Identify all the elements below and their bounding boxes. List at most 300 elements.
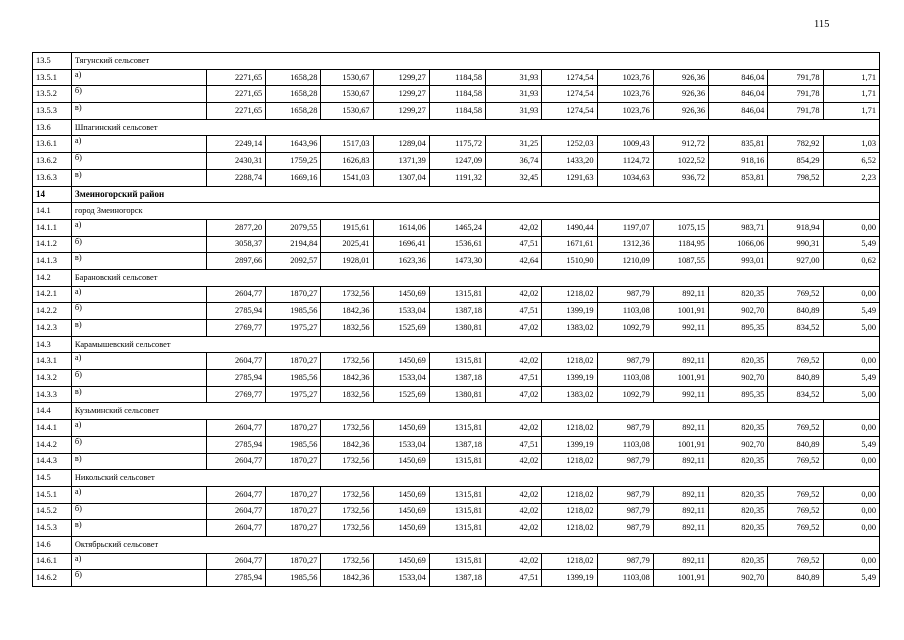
value-cell: 835,81 [709,136,768,153]
value-cell: 1450,69 [373,520,429,537]
value-cell: 1312,36 [597,236,653,253]
value-cell: 820,35 [709,486,768,503]
value-cell: 820,35 [709,520,768,537]
section-header-row [33,203,880,220]
value-cell: 1291,63 [542,169,597,186]
section-code: 14.6 [33,536,72,553]
value-cell: 2288,74 [206,169,265,186]
value-cell: 1210,09 [597,253,653,270]
value-cell: 1307,04 [373,169,429,186]
value-cell: 912,72 [653,136,708,153]
row-subcategory: а) [71,69,206,86]
district-row [33,186,880,203]
value-cell: 1450,69 [373,420,429,437]
value-cell: 1530,67 [321,69,373,86]
value-cell: 1087,55 [653,253,708,270]
row-code: 14.5.2 [33,503,72,520]
row-code: 14.2.3 [33,320,72,337]
value-cell: 1399,19 [542,370,597,387]
value-cell: 1643,96 [266,136,321,153]
value-cell: 5,49 [823,236,879,253]
value-cell: 1092,79 [597,320,653,337]
value-cell: 1525,69 [373,386,429,403]
value-cell: 1870,27 [266,453,321,470]
section-name: Никольский сельсовет [71,470,879,487]
value-cell: 1289,04 [373,136,429,153]
value-cell: 1191,32 [429,169,485,186]
value-cell: 1034,63 [597,169,653,186]
value-cell: 1315,81 [429,286,485,303]
value-cell: 5,00 [823,320,879,337]
value-cell: 1218,02 [542,503,597,520]
value-cell: 990,31 [768,236,823,253]
value-cell: 1387,18 [429,570,485,587]
value-cell: 1732,56 [321,286,373,303]
row-subcategory: б) [71,86,206,103]
value-cell: 1732,56 [321,486,373,503]
value-cell: 0,00 [823,503,879,520]
value-cell: 1299,27 [373,103,429,120]
table-row [33,103,880,120]
row-code: 14.6.2 [33,570,72,587]
row-code: 14.1.3 [33,253,72,270]
value-cell: 2785,94 [206,303,265,320]
row-code: 13.6.1 [33,136,72,153]
value-cell: 31,25 [486,136,542,153]
value-cell: 992,11 [653,386,708,403]
value-cell: 902,70 [709,370,768,387]
value-cell: 820,35 [709,353,768,370]
row-code: 14.2.1 [33,286,72,303]
table-row [33,553,880,570]
value-cell: 47,51 [486,370,542,387]
value-cell: 1399,19 [542,436,597,453]
value-cell: 1842,36 [321,436,373,453]
value-cell: 31,93 [486,69,542,86]
value-cell: 2604,77 [206,453,265,470]
value-cell: 1533,04 [373,570,429,587]
value-cell: 936,72 [653,169,708,186]
district-name: Змеиногорский район [71,186,879,203]
value-cell: 926,36 [653,69,708,86]
value-cell: 2604,77 [206,486,265,503]
section-code: 14 [33,186,72,203]
value-cell: 820,35 [709,503,768,520]
value-cell: 1124,72 [597,153,653,170]
value-cell: 1832,56 [321,386,373,403]
value-cell: 820,35 [709,453,768,470]
value-cell: 1315,81 [429,353,485,370]
section-name: Барановский сельсовет [71,269,879,286]
value-cell: 0,00 [823,520,879,537]
row-subcategory: а) [71,136,206,153]
value-cell: 791,78 [768,86,823,103]
section-name: Шпагинский сельсовет [71,119,879,136]
value-cell: 1870,27 [266,420,321,437]
value-cell: 0,00 [823,453,879,470]
value-cell: 2271,65 [206,103,265,120]
value-cell: 1975,27 [266,320,321,337]
value-cell: 32,45 [486,169,542,186]
value-cell: 834,52 [768,320,823,337]
value-cell: 1658,28 [266,69,321,86]
value-cell: 1533,04 [373,370,429,387]
value-cell: 42,02 [486,420,542,437]
value-cell: 1315,81 [429,520,485,537]
value-cell: 2271,65 [206,69,265,86]
value-cell: 1218,02 [542,420,597,437]
value-cell: 892,11 [653,553,708,570]
row-subcategory: а) [71,553,206,570]
row-subcategory: в) [71,453,206,470]
value-cell: 1009,43 [597,136,653,153]
table-row [33,486,880,503]
row-code: 13.5.2 [33,86,72,103]
value-cell: 1247,09 [429,153,485,170]
row-subcategory: б) [71,303,206,320]
section-header-row [33,536,880,553]
value-cell: 1184,58 [429,103,485,120]
section-code: 13.6 [33,119,72,136]
value-cell: 1315,81 [429,503,485,520]
section-code: 14.1 [33,203,72,220]
value-cell: 1732,56 [321,420,373,437]
value-cell: 5,49 [823,570,879,587]
value-cell: 918,94 [768,219,823,236]
value-cell: 1985,56 [266,303,321,320]
value-cell: 892,11 [653,453,708,470]
value-cell: 840,89 [768,303,823,320]
value-cell: 1732,56 [321,553,373,570]
value-cell: 1626,83 [321,153,373,170]
table-row [33,386,880,403]
table-row [33,370,880,387]
value-cell: 1023,76 [597,69,653,86]
value-cell: 895,35 [709,386,768,403]
value-cell: 895,35 [709,320,768,337]
value-cell: 1315,81 [429,420,485,437]
section-header-row [33,53,880,70]
value-cell: 2271,65 [206,86,265,103]
value-cell: 2430,31 [206,153,265,170]
value-cell: 1842,36 [321,570,373,587]
value-cell: 840,89 [768,570,823,587]
row-subcategory: б) [71,236,206,253]
value-cell: 2897,66 [206,253,265,270]
value-cell: 1103,08 [597,303,653,320]
value-cell: 769,52 [768,520,823,537]
value-cell: 1184,58 [429,69,485,86]
value-cell: 892,11 [653,420,708,437]
value-cell: 2025,41 [321,236,373,253]
value-cell: 1732,56 [321,503,373,520]
section-header-row [33,269,880,286]
row-subcategory: в) [71,320,206,337]
value-cell: 820,35 [709,286,768,303]
value-cell: 2769,77 [206,386,265,403]
row-subcategory: в) [71,169,206,186]
value-cell: 1759,25 [266,153,321,170]
value-cell: 42,02 [486,553,542,570]
value-cell: 987,79 [597,520,653,537]
value-cell: 1985,56 [266,436,321,453]
value-cell: 987,79 [597,286,653,303]
value-cell: 1870,27 [266,553,321,570]
value-cell: 854,29 [768,153,823,170]
table-row [33,353,880,370]
row-subcategory: а) [71,486,206,503]
value-cell: 987,79 [597,453,653,470]
value-cell: 846,04 [709,103,768,120]
section-name: Октябрьский сельсовет [71,536,879,553]
value-cell: 5,49 [823,436,879,453]
value-cell: 3058,37 [206,236,265,253]
value-cell: 1103,08 [597,370,653,387]
value-cell: 1985,56 [266,570,321,587]
value-cell: 42,02 [486,486,542,503]
section-header-row [33,470,880,487]
value-cell: 1870,27 [266,520,321,537]
value-cell: 769,52 [768,486,823,503]
row-code: 14.1.2 [33,236,72,253]
value-cell: 1218,02 [542,486,597,503]
value-cell: 1218,02 [542,286,597,303]
value-cell: 1490,44 [542,219,597,236]
value-cell: 902,70 [709,303,768,320]
value-cell: 36,74 [486,153,542,170]
value-cell: 0,00 [823,353,879,370]
value-cell: 1732,56 [321,453,373,470]
value-cell: 926,36 [653,86,708,103]
value-cell: 1184,58 [429,86,485,103]
section-name: Карамышевский сельсовет [71,336,879,353]
value-cell: 840,89 [768,436,823,453]
table-row [33,219,880,236]
value-cell: 892,11 [653,286,708,303]
value-cell: 1075,15 [653,219,708,236]
row-code: 14.3.2 [33,370,72,387]
value-cell: 1103,08 [597,570,653,587]
table-row [33,436,880,453]
row-code: 13.6.2 [33,153,72,170]
value-cell: 820,35 [709,553,768,570]
value-cell: 1832,56 [321,320,373,337]
value-cell: 2877,20 [206,219,265,236]
value-cell: 1399,19 [542,570,597,587]
value-cell: 2079,55 [266,219,321,236]
table-row [33,253,880,270]
value-cell: 47,51 [486,303,542,320]
table-row [33,420,880,437]
value-cell: 1218,02 [542,453,597,470]
value-cell: 1383,02 [542,320,597,337]
value-cell: 993,01 [709,253,768,270]
value-cell: 1669,16 [266,169,321,186]
table-row [33,520,880,537]
value-cell: 1450,69 [373,503,429,520]
value-cell: 1315,81 [429,486,485,503]
value-cell: 0,00 [823,420,879,437]
value-cell: 1530,67 [321,103,373,120]
value-cell: 791,78 [768,69,823,86]
value-cell: 1387,18 [429,370,485,387]
value-cell: 1103,08 [597,436,653,453]
value-cell: 983,71 [709,219,768,236]
value-cell: 1623,36 [373,253,429,270]
value-cell: 2092,57 [266,253,321,270]
value-cell: 987,79 [597,553,653,570]
table-row [33,286,880,303]
value-cell: 1,71 [823,103,879,120]
value-cell: 1450,69 [373,286,429,303]
value-cell: 1274,54 [542,86,597,103]
value-cell: 782,92 [768,136,823,153]
section-name: Кузьминский сельсовет [71,403,879,420]
value-cell: 846,04 [709,69,768,86]
row-code: 14.4.1 [33,420,72,437]
section-name: город Змеиногорск [71,203,879,220]
row-subcategory: а) [71,353,206,370]
table-row [33,86,880,103]
value-cell: 2194,84 [266,236,321,253]
value-cell: 840,89 [768,370,823,387]
row-code: 14.5.3 [33,520,72,537]
table-body [33,53,880,587]
row-code: 14.4.3 [33,453,72,470]
section-name: Тягунский сельсовет [71,53,879,70]
value-cell: 42,02 [486,353,542,370]
value-cell: 0,00 [823,553,879,570]
value-cell: 892,11 [653,503,708,520]
value-cell: 769,52 [768,453,823,470]
table-row [33,136,880,153]
value-cell: 0,00 [823,286,879,303]
table-row [33,69,880,86]
value-cell: 0,00 [823,219,879,236]
value-cell: 47,51 [486,436,542,453]
value-cell: 798,52 [768,169,823,186]
value-cell: 1299,27 [373,86,429,103]
value-cell: 1001,91 [653,303,708,320]
value-cell: 902,70 [709,570,768,587]
tariff-table [32,52,880,587]
section-code: 14.2 [33,269,72,286]
value-cell: 1315,81 [429,453,485,470]
value-cell: 927,00 [768,253,823,270]
value-cell: 2604,77 [206,503,265,520]
value-cell: 5,00 [823,386,879,403]
value-cell: 1536,61 [429,236,485,253]
value-cell: 1870,27 [266,503,321,520]
row-subcategory: б) [71,503,206,520]
value-cell: 1001,91 [653,370,708,387]
row-code: 13.6.3 [33,169,72,186]
value-cell: 1175,72 [429,136,485,153]
value-cell: 5,49 [823,370,879,387]
value-cell: 1525,69 [373,320,429,337]
value-cell: 0,00 [823,486,879,503]
table-row [33,153,880,170]
value-cell: 926,36 [653,103,708,120]
value-cell: 1274,54 [542,69,597,86]
row-subcategory: в) [71,253,206,270]
value-cell: 47,02 [486,320,542,337]
value-cell: 769,52 [768,353,823,370]
value-cell: 1433,20 [542,153,597,170]
row-subcategory: б) [71,370,206,387]
value-cell: 791,78 [768,103,823,120]
value-cell: 1380,81 [429,386,485,403]
value-cell: 1380,81 [429,320,485,337]
value-cell: 1870,27 [266,353,321,370]
value-cell: 1197,07 [597,219,653,236]
value-cell: 769,52 [768,553,823,570]
value-cell: 42,02 [486,503,542,520]
value-cell: 834,52 [768,386,823,403]
row-code: 14.1.1 [33,219,72,236]
section-code: 14.4 [33,403,72,420]
value-cell: 47,51 [486,570,542,587]
value-cell: 769,52 [768,503,823,520]
value-cell: 987,79 [597,353,653,370]
row-subcategory: в) [71,386,206,403]
section-header-row [33,403,880,420]
section-code: 14.3 [33,336,72,353]
row-subcategory: в) [71,103,206,120]
value-cell: 47,51 [486,236,542,253]
value-cell: 1450,69 [373,453,429,470]
value-cell: 1299,27 [373,69,429,86]
value-cell: 1870,27 [266,486,321,503]
row-subcategory: а) [71,420,206,437]
row-subcategory: б) [71,436,206,453]
value-cell: 1510,90 [542,253,597,270]
value-cell: 1022,52 [653,153,708,170]
value-cell: 1473,30 [429,253,485,270]
table-row [33,236,880,253]
table-row [33,570,880,587]
row-code: 14.3.1 [33,353,72,370]
value-cell: 1658,28 [266,103,321,120]
row-code: 13.5.1 [33,69,72,86]
value-cell: 1450,69 [373,353,429,370]
value-cell: 769,52 [768,420,823,437]
value-cell: 2785,94 [206,570,265,587]
value-cell: 769,52 [768,286,823,303]
value-cell: 1315,81 [429,553,485,570]
value-cell: 1023,76 [597,86,653,103]
value-cell: 1184,95 [653,236,708,253]
value-cell: 42,02 [486,219,542,236]
value-cell: 0,62 [823,253,879,270]
value-cell: 1870,27 [266,286,321,303]
value-cell: 1928,01 [321,253,373,270]
value-cell: 2604,77 [206,520,265,537]
value-cell: 47,02 [486,386,542,403]
table-row [33,303,880,320]
value-cell: 1732,56 [321,520,373,537]
value-cell: 2249,14 [206,136,265,153]
row-subcategory: в) [71,520,206,537]
row-subcategory: б) [71,570,206,587]
value-cell: 1450,69 [373,486,429,503]
table-row [33,320,880,337]
value-cell: 1975,27 [266,386,321,403]
value-cell: 31,93 [486,86,542,103]
value-cell: 2604,77 [206,286,265,303]
value-cell: 1274,54 [542,103,597,120]
value-cell: 6,52 [823,153,879,170]
